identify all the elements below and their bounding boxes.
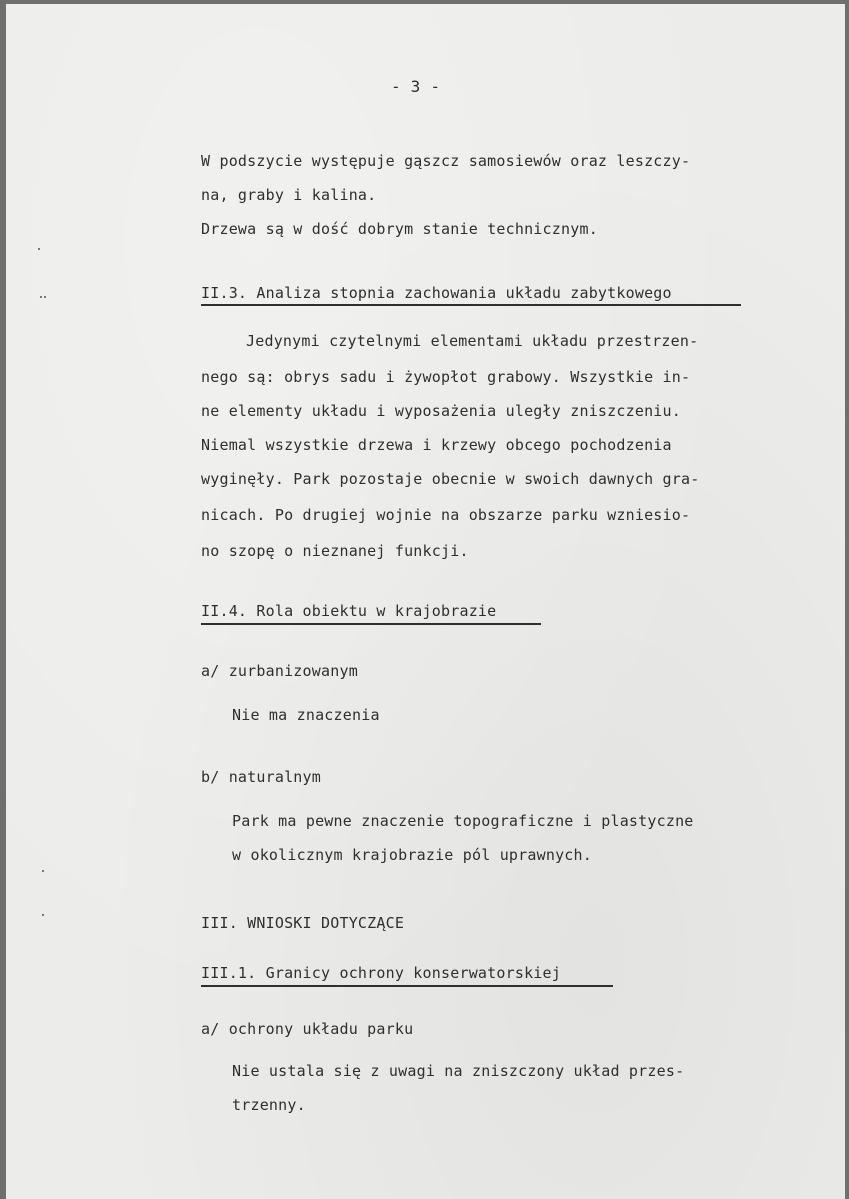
paragraph-line: Niemal wszystkie drzewa i krzewy obcego pochodzenia (201, 436, 672, 454)
list-item-text: trzenny. (232, 1096, 306, 1114)
heading-underline (201, 985, 613, 987)
heading-underline (201, 623, 541, 625)
margin-speck (44, 296, 46, 298)
list-item-label: b/ naturalnym (201, 768, 321, 786)
paragraph-line: na, graby i kalina. (201, 186, 377, 204)
paragraph-line: wyginęły. Park pozostaje obecnie w swoich dawnych gra- (201, 470, 700, 488)
section-heading: II.4. Rola obiektu w krajobrazie (201, 602, 497, 620)
list-item-text: Nie ma znaczenia (232, 706, 380, 724)
page-number: - 3 - (391, 77, 441, 96)
paragraph-line: ne elementy układu i wyposażenia uległy zniszczeniu. (201, 402, 681, 420)
margin-speck (42, 914, 44, 916)
heading-underline (201, 304, 741, 306)
list-item-label: a/ ochrony układu parku (201, 1020, 414, 1038)
margin-speck (38, 248, 40, 250)
paragraph-line: Jedynymi czytelnymi elementami układu przestrzen- (246, 332, 699, 350)
margin-speck (40, 296, 42, 298)
paragraph-line: nego są: obrys sadu i żywopłot grabowy. Wszystkie in- (201, 368, 691, 386)
list-item-text: w okolicznym krajobrazie pól uprawnych. (232, 846, 592, 864)
paragraph-line: W podszycie występuje gąszcz samosiewów oraz leszczy- (201, 152, 691, 170)
subsection-heading: III.1. Granicy ochrony konserwatorskiej (201, 964, 561, 982)
list-item-label: a/ zurbanizowanym (201, 662, 358, 680)
paragraph-line: nicach. Po drugiej wojnie na obszarze parku wzniesio- (201, 506, 691, 524)
paragraph-line: no szopę o nieznanej funkcji. (201, 542, 469, 560)
list-item-text: Park ma pewne znaczenie topograficzne i plastyczne (232, 812, 694, 830)
list-item-text: Nie ustala się z uwagi na zniszczony układ przes- (232, 1062, 685, 1080)
section-heading: II.3. Analiza stopnia zachowania układu zabytkowego (201, 284, 672, 302)
paragraph-line: Drzewa są w dość dobrym stanie technicznym. (201, 220, 598, 238)
document-page (6, 4, 845, 1199)
margin-speck (42, 870, 44, 872)
section-heading: III. WNIOSKI DOTYCZĄCE (201, 914, 405, 932)
